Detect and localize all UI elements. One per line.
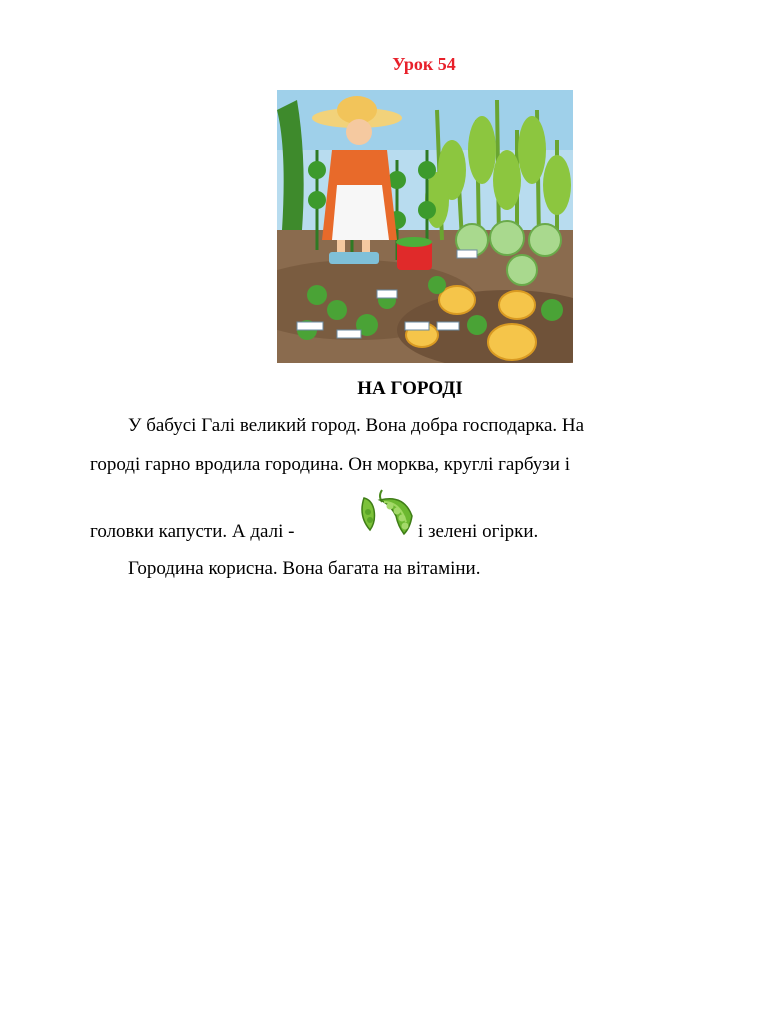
story-title: НА ГОРОДІ	[357, 378, 463, 399]
garden-illustration	[277, 90, 573, 363]
story-line-2: городі гарно вродила городина. Он морква, круглі гарбузи і	[90, 454, 570, 475]
story-line-1: У бабусі Галі великий город. Вона добра господарка. На	[128, 415, 585, 436]
lesson-title: Урок 54	[392, 54, 456, 74]
story-line-3a: головки капусти. А далі -	[90, 521, 295, 542]
pea-pod-icon	[354, 486, 416, 538]
story-line-3b: і зелені огірки.	[418, 521, 539, 542]
story-line-4: Городина корисна. Вона багата на вітаміни.	[128, 558, 481, 579]
